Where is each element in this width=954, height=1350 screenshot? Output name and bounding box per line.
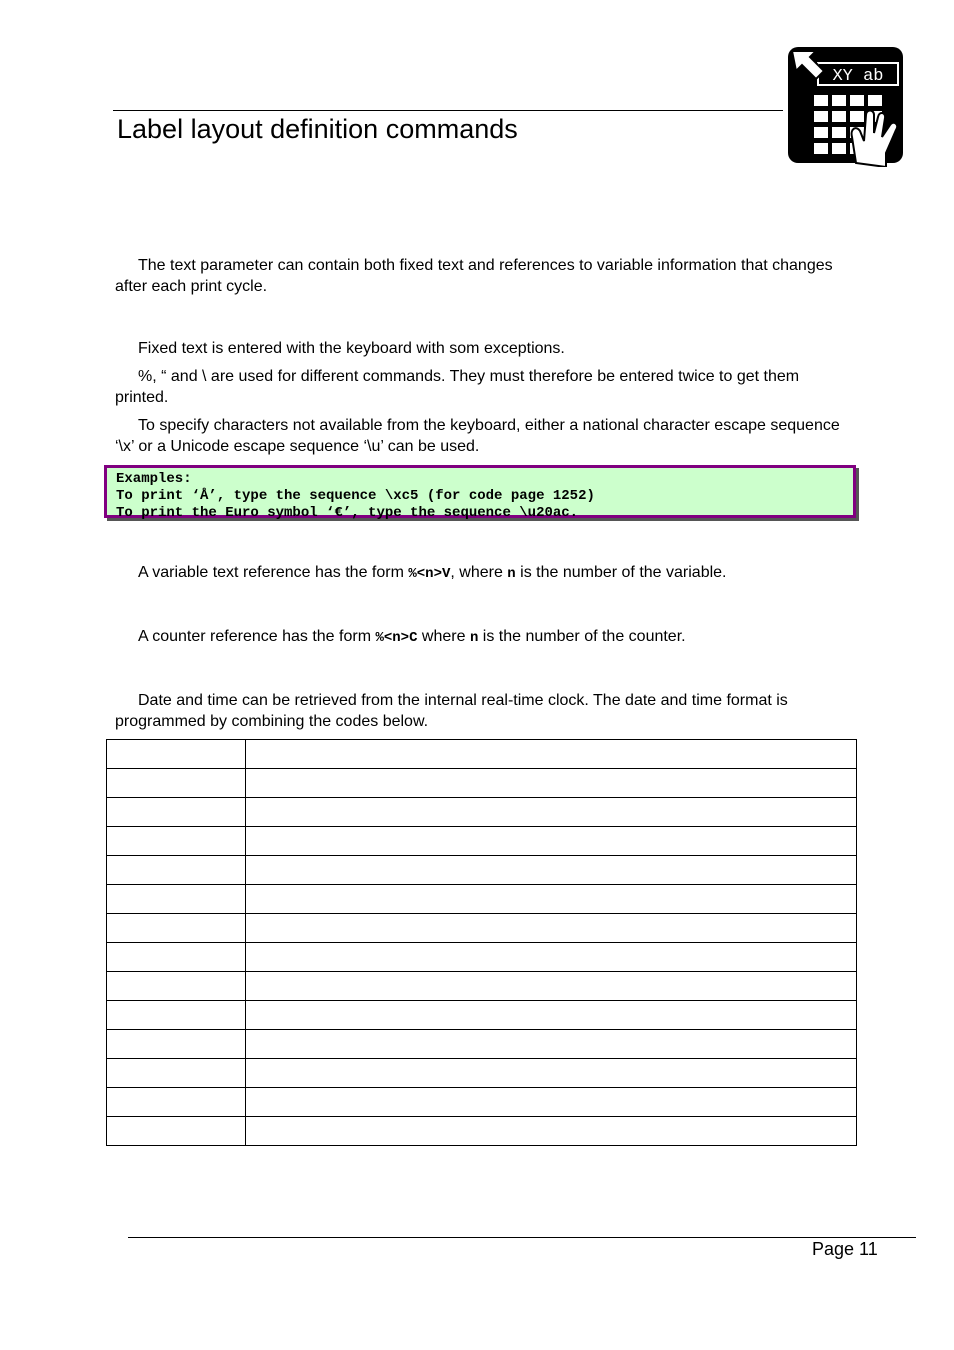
counter-name: n — [469, 630, 479, 646]
page-number: Page 11 — [812, 1239, 878, 1259]
table-cell — [246, 769, 857, 798]
table-row — [107, 740, 857, 769]
example-line: To print ‘Å’, type the sequence \xc5 (for code page 1252) — [116, 488, 595, 504]
table-row — [107, 827, 857, 856]
table-cell — [107, 943, 246, 972]
table-cell — [107, 885, 246, 914]
table-cell — [107, 1088, 246, 1117]
footer-rule — [128, 1237, 916, 1238]
table-cell — [246, 1059, 857, 1088]
table-cell — [246, 740, 857, 769]
example-line: To print the Euro symbol ‘€’, type the sequence \u20ac. — [116, 505, 579, 521]
table-cell — [107, 798, 246, 827]
header-rule — [113, 110, 783, 111]
variable-name: n — [507, 566, 516, 582]
table-cell — [246, 798, 857, 827]
table-row — [107, 972, 857, 1001]
table-row — [107, 856, 857, 885]
table-cell — [107, 856, 246, 885]
table-cell — [246, 914, 857, 943]
table-row — [107, 1088, 857, 1117]
table-row — [107, 914, 857, 943]
fixed-text-paragraph: Fixed text is entered with the keyboard with som exceptions. — [138, 340, 565, 357]
table-row — [107, 798, 857, 827]
table-cell — [107, 1117, 246, 1146]
counter-reference-paragraph: A counter reference has the form %<n>C where n is the number of the counter. — [138, 628, 686, 646]
table-cell — [107, 1030, 246, 1059]
table-cell — [107, 914, 246, 943]
table-cell — [246, 1117, 857, 1146]
page-title: Label layout definition commands — [117, 114, 518, 144]
counter-code: %<n>C — [375, 630, 418, 646]
table-cell — [246, 1001, 857, 1030]
example-box — [104, 465, 856, 521]
table-cell — [107, 1059, 246, 1088]
table-cell — [107, 769, 246, 798]
date-time-paragraph: Date and time can be retrieved from the internal real-time clock. The date and time format is programmed by combining the codes below. — [115, 692, 788, 730]
table-cell — [246, 943, 857, 972]
table-cell — [246, 972, 857, 1001]
table-cell — [107, 740, 246, 769]
table-cell — [246, 827, 857, 856]
table-row — [107, 1001, 857, 1030]
example-heading: Examples: — [116, 471, 192, 487]
escape-sequence-paragraph: To specify characters not available from the keyboard, either a national character escape sequence ‘\x’ or a Unicode escape sequence ‘\u’ can be used. — [115, 417, 840, 455]
table-cell — [246, 1088, 857, 1117]
table-row — [107, 769, 857, 798]
table-cell — [246, 856, 857, 885]
table-row — [107, 1117, 857, 1146]
table-cell — [107, 972, 246, 1001]
table-cell — [107, 827, 246, 856]
special-chars-paragraph: %, “ and \ are used for different commands. They must therefore be entered twice to get them printed. — [115, 368, 800, 406]
table-row — [107, 1030, 857, 1059]
table-cell — [246, 885, 857, 914]
logo-text: XY ab — [832, 67, 884, 86]
variable-reference-paragraph: A variable text reference has the form %<n>V, where n is the number of the variable. — [138, 564, 727, 582]
table-cell — [246, 1030, 857, 1059]
variable-code: %<n>V — [408, 566, 451, 582]
table-row — [107, 885, 857, 914]
calculator-logo-icon — [786, 45, 906, 167]
table-row — [107, 1059, 857, 1088]
intro-paragraph: The text parameter can contain both fixed text and references to variable information that changes after each print cycle. — [115, 257, 833, 295]
date-time-codes-table — [106, 739, 857, 1146]
table-cell — [107, 1001, 246, 1030]
table-row — [107, 943, 857, 972]
